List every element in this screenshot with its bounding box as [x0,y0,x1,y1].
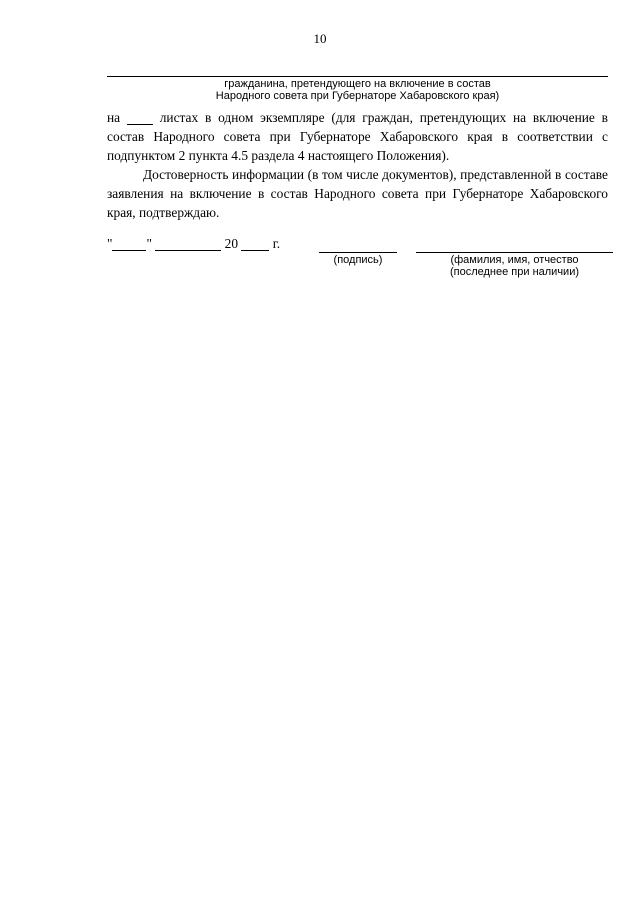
full-name-caption-line-1: (фамилия, имя, отчество [450,254,579,266]
year-blank [241,237,269,251]
full-name-caption-line-2: (последнее при наличии) [449,266,580,278]
paragraph-sheets-text: листах в одном экземпляре (для граждан, претендующих на включение в состав Народного совета при Губернаторе Хабаровского края в соответствии с подпунктом 2 пункта 4.5 раздела 4 настоящего Положения). [107,110,608,163]
header-caption [107,78,608,102]
paragraph-sheets-prefix: на [107,110,127,125]
body-text [107,108,608,222]
sheets-count-blank [127,111,153,125]
header-underline [107,76,608,77]
full-name-caption [416,254,613,278]
quote-open: " [107,236,113,251]
year-suffix: г. [272,236,281,251]
signature-caption: (подпись) [333,254,383,266]
full-name-line [416,252,613,253]
header-caption-line-2: Народного совета при Губернаторе Хабаровского края) [215,90,500,102]
month-blank [155,237,221,251]
paragraph-sheets [107,108,608,165]
date-line [107,236,280,252]
page-number: 10 [313,31,327,46]
paragraph-confirmation: Достоверность информации (в том числе документов), представленной в составе заявления на включение в состав Народного совета при Губернаторе Хабаровского края, подтверждаю. [107,167,608,220]
header-caption-line-1: гражданина, претендующего на включение в состав [224,78,491,90]
day-blank [112,237,146,251]
quote-close: " [146,236,152,251]
signature-line [319,252,397,253]
year-prefix: 20 [224,236,239,251]
